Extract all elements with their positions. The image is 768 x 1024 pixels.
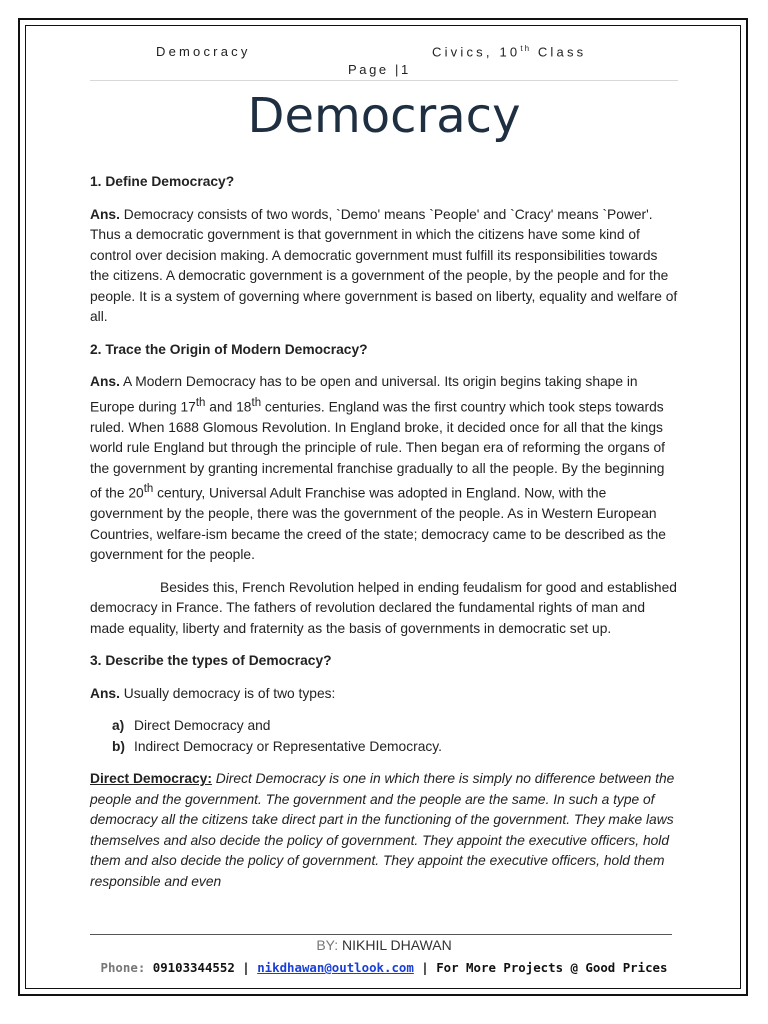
document-body [90, 172, 678, 904]
question-3: 3. Describe the types of Democracy? [90, 653, 332, 669]
answer-3: Ans. Usually democracy is of two types: [90, 685, 336, 701]
author-line: BY: NIKHIL DHAWAN [316, 937, 452, 953]
header-page-number: Page |1 [348, 62, 411, 77]
answer-1: Ans. Democracy consists of two words, `Demo' means `People' and `Cracy' means `Power'. Thus a democratic government is that government in which the citizens have some kind of control over decision making. A democratic government must fulfill its responsibilities towards the citizens. A democratic government is a government of the people, by the people and for the people. It is a system of governing where government is based on liberty, equality and welfare of all. [90, 206, 678, 324]
question-1: 1. Define Democracy? [90, 174, 235, 189]
email-link[interactable]: nikdhawan@outlook.com [257, 960, 414, 975]
footer-divider [90, 934, 672, 935]
list-item: a) Direct Democracy and [112, 718, 271, 734]
answer-2: Ans. A Modern Democracy has to be open and universal. Its origin begins taking shape in Europe during 17th and 18th centuries. England was the first country which took steps towards ruled. When 1688 Glomous Revolution. In England broke, it decided once for all that the kings world rule England but through the principle of rule. Then began era of reforming the organs of the government by granting incremental franchise gradually to all the people. By the beginning of the 20th century, Universal Adult Franchise was adopted in England. Now, with the government by the people, there was the government of the people. As in Western European Countries, welfare-ism became the creed of the state; democracy came to be described as the government for the people. [90, 374, 666, 563]
list-item: b) Indirect Democracy or Representative Democracy. [112, 738, 442, 754]
question-2: 2. Trace the Origin of Modern Democracy? [90, 341, 368, 357]
democracy-types-list [90, 716, 678, 757]
document-title: Democracy [247, 88, 521, 144]
header-subject: Democracy [156, 44, 251, 59]
answer-2-paragraph-2: Besides this, French Revolution helped in ending feudalism for good and established democracy in France. The fathers of revolution declared the fundamental rights of man and made equality, liberty and fraternity as the basis of governments in democratic set up. [90, 579, 677, 636]
direct-democracy-paragraph: Direct Democracy: Direct Democracy is one in which there is simply no difference between the people and the government. The government and the people are the same. In such a type of democracy all the citizens take direct part in the functioning of the government. They make laws themselves and also decide the policy of government. They appoint the executive officers, hold them and also decide the policy of government. They appoint the executive officers, hold them responsible and even [90, 771, 675, 889]
direct-democracy-heading: Direct Democracy: [90, 771, 212, 787]
header-course: Civics, 10th Class [432, 44, 587, 60]
contact-line: Phone: 09103344552 | nikdhawan@outlook.com | For More Projects @ Good Prices [100, 960, 668, 975]
header-divider [90, 80, 678, 81]
